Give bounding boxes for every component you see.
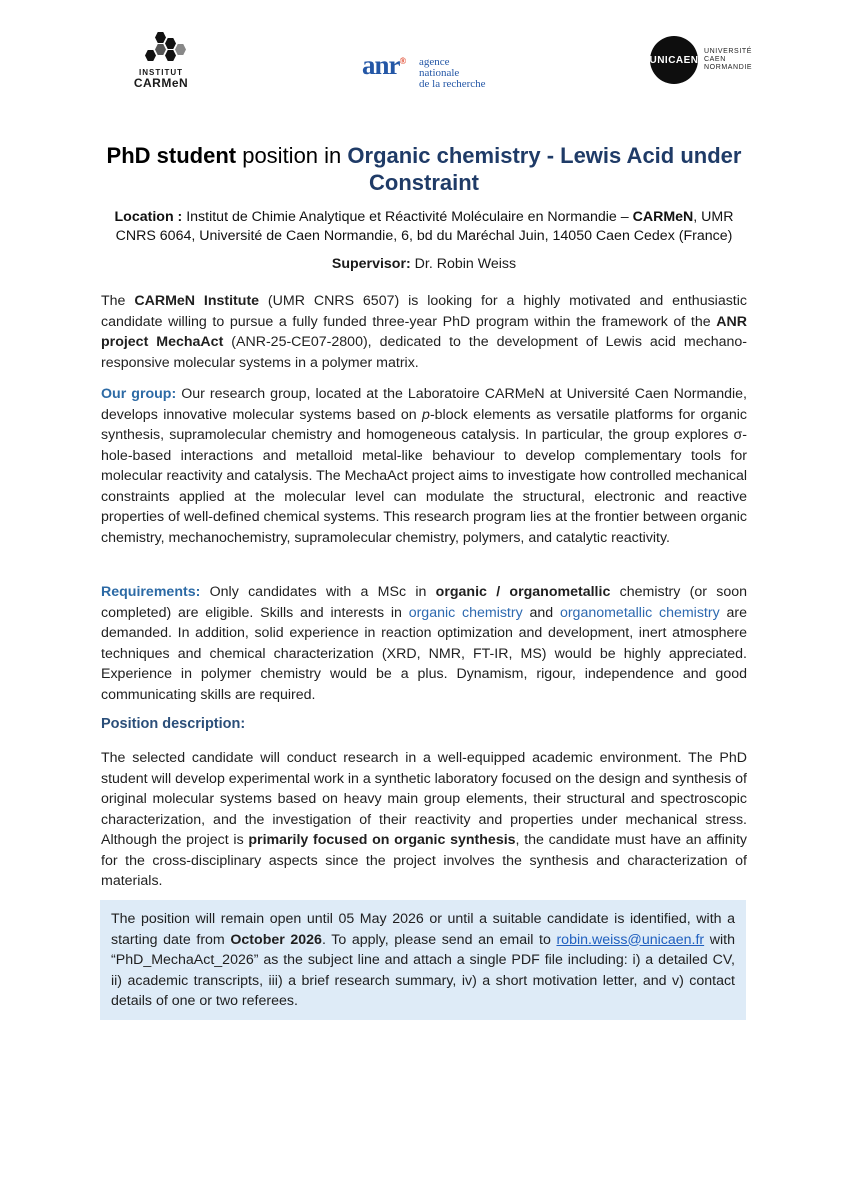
application-box [100,900,746,1020]
position-paragraph: The selected candidate will conduct research in a well-equipped academic environment. The PhD student will develop experimental work in a synthetic laboratory focused on the design and synthesis of original molecular systems based on heavy main group elements, their structural and spectroscopic characterization, and the investigation of their reactivity and properties under mechanical stress. Although the project is primarily focused on organic synthesis, the candidate must have an affinity for the cross-disciplinary aspects since the project involves the synthesis and characterization of materials. [101,750,747,889]
requirements-paragraph: Requirements: Only candidates with a MSc in organic / organometallic chemistry (or soon completed) are eligible. Skills and interests in organic chemistry and organometallic chemistry are demanded. In addition, solid experience in reaction optimization and development, inert atmosphere techniques and chemical characterization (XRD, NMR, FT-IR, MS) would be highly appreciated. Experience in polymer chemistry would be a plus. Dynamism, rigour, independence and good communicating skills are required. [101,584,747,703]
location-line: Location : Institut de Chimie Analytique et Réactivité Moléculaire en Normandie – CARMeN, UMR CNRS 6064, Université de Caen Normandie, 6, bd du Maréchal Juin, 14050 Caen Cedex (France) [114,209,734,244]
unicaen-logo-text: UNIVERSITÉ CAEN NORMANDIE [704,48,753,71]
carmen-logo [126,32,196,90]
intro-paragraph: The CARMeN Institute (UMR CNRS 6507) is looking for a highly motivated and enthusiastic candidate willing to pursue a fully funded three-year PhD program within the framework of the ANR project MechaAct (ANR-25-CE07-2800), dedicated to the development of Lewis acid mechano-responsive molecular systems in a polymer matrix. [101,293,747,371]
application-text: The position will remain open until 05 May 2026 or until a suitable candidate is identified, with a starting date from October 2026. To apply, please send an email to robin.weiss@unicaen.fr with “PhD_MechaAct_2026” as the subject line and attach a single PDF file including: i) a detailed CV, ii) academic transcripts, iii) a brief research summary, iv) a short motivation letter, and v) contact details of one or two referees. [111,911,735,1009]
supervisor-line: Supervisor: Dr. Robin Weiss [331,256,517,272]
anr-logo [362,48,492,90]
anr-logo-subtitle: agence nationale de la recherche [419,56,486,90]
position-heading: Position description: [101,716,246,732]
hexagon-cluster-icon [131,32,191,66]
group-paragraph: Our group: Our research group, located at the Laboratoire CARMeN at Université Caen Normandie, develops innovative molecular systems based on p-block elements as versatile platforms for organic synthesis, supramolecular chemistry and homogeneous catalysis. In particular, the group explores σ-hole-based interactions and metalloid metal-like behaviour to develop complementary tools for molecular reactivity and catalysis. The MechaAct project aims to investigate how controlled mechanical constraints applied at the molecular level can modulate the structural, electronic and reactive properties of well-defined chemical systems. This research program lies at the frontier between organic chemistry, mechanochemistry, supramolecular chemistry, polymers, and catalytic reactivity. [101,386,747,546]
page-title: PhD student position in Organic chemistry - Lewis Acid under Constraint [106,143,742,195]
unicaen-logo-mark: UNICAEN [650,36,698,84]
email-link[interactable]: robin.weiss@unicaen.fr [556,931,705,948]
carmen-logo-line2: CARMeN [133,76,189,90]
unicaen-logo [650,36,760,84]
carmen-logo-line1: INSTITUT [139,68,183,77]
anr-logo-mark: anr® [362,50,406,80]
